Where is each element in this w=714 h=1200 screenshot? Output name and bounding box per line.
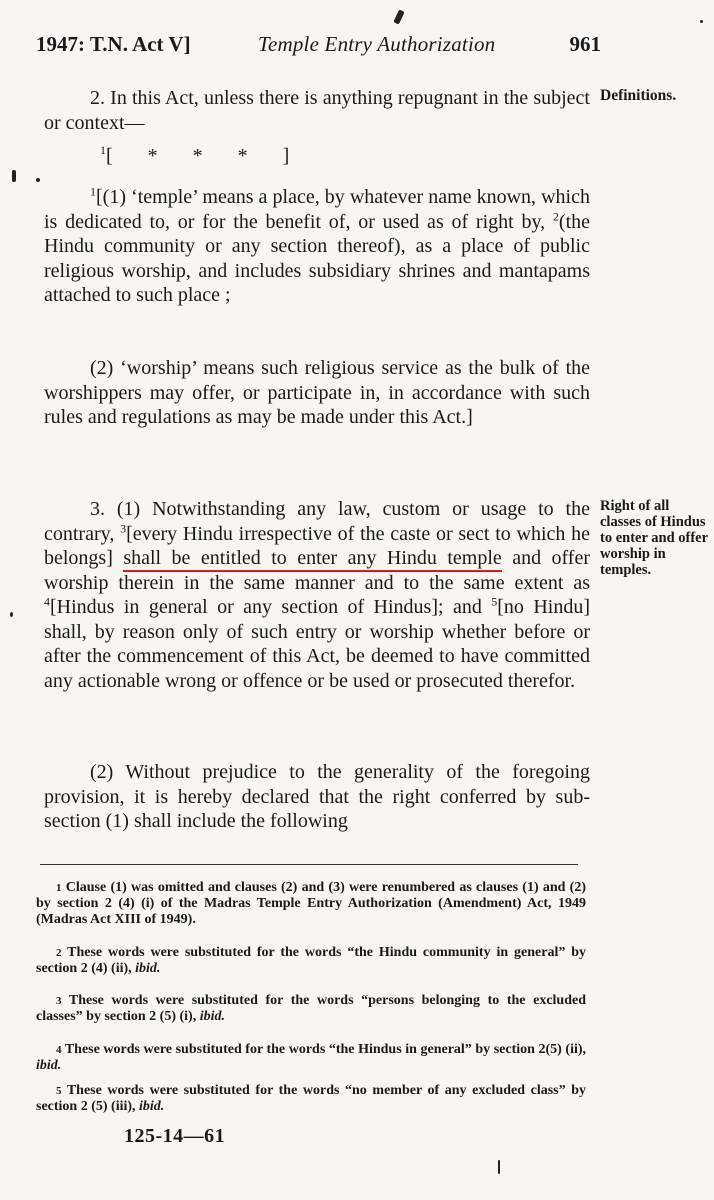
running-header — [36, 32, 601, 66]
footnote-4: 4 These words were substituted for the words “the Hindus in general” by section 2(5) (ii), ibid. — [36, 1042, 587, 1073]
clause-temple-definition: $^1$[(1) ‘temple’ means a place, by whatever name known, which is dedicated to, or for the benefit of, or used as of right by, $^2$(the Hindu community or any section thereof), as a place of public religious worship, and includes subsidiary shrines and mantapams attached to such place ; — [44, 184, 590, 306]
section-2-intro: 2. In this Act, unless there is anything repugnant in the subject or context— — [44, 87, 590, 134]
footnote-divider — [40, 864, 578, 865]
section-3-subsection-1: 3. (1) Notwithstanding any law, custom or usage to the contrary, $^3$[every Hindu irrespective of the caste or sect to which he belongs] shall be entitled to enter any Hindu temple and offer worship therein in the same manner and to the same extent as $^4$[Hindus in general or any section of Hindus]; and $^5$[no Hindu] shall, by reason only of such entry or worship whether before or after the commencement of this Act, be deemed to have committed any actionable wrong or offence or be used or prosecuted therefor. — [44, 498, 590, 692]
scan-speck — [36, 178, 40, 182]
footnote-5: 5 These words were substituted for the words “no member of any excluded class” by section 2 (5) (iii), ibid. — [36, 1083, 586, 1114]
section-3-subsection-2: (2) Without prejudice to the generality of the foregoing provision, it is hereby declared that the right conferred by sub-section (1) shall include the following — [44, 761, 590, 832]
highlighted-phrase: shall be entitled to enter any Hindu temple — [123, 547, 501, 572]
act-reference: 1947: T.N. Act V] — [36, 32, 191, 56]
clause-worship-definition: (2) ‘worship’ means such religious service as the bulk of the worshippers may offer, or participate in, in accordance with such rules and regulations as may be made under this Act.] — [44, 357, 590, 428]
footnote-2: 2 These words were substituted for the words “the Hindu community in general” by section 2 (4) (ii), ibid. — [36, 945, 587, 976]
footnote-1: 1 Clause (1) was omitted and clauses (2) and (3) were renumbered as clauses (1) and (2) by section 2 (4) (i) of the Madras Temple Entry Authorization (Amendment) Act, 1949 (Madras Act XIII of 1949). — [36, 880, 586, 927]
scan-speck — [700, 20, 703, 23]
page-number: 961 — [569, 32, 601, 56]
margin-note-definitions: Definitions. — [600, 87, 677, 104]
header-title: Temple Entry Authorization — [258, 32, 496, 56]
scan-speck — [10, 612, 13, 617]
scan-speck — [12, 170, 16, 182]
scan-speck — [393, 9, 404, 24]
print-code: 125-14—61 — [124, 1125, 226, 1147]
margin-note-right-of-all: Right of all classes of Hindus to enter and offer worship in temples. — [600, 498, 708, 578]
footnote-3: 3 These words were substituted for the words “persons belonging to the excluded classes” by section 2 (5) (i), ibid. — [36, 993, 586, 1024]
scan-speck — [498, 1160, 500, 1174]
omitted-clause-marker: 1[ * * * ] — [100, 143, 290, 167]
